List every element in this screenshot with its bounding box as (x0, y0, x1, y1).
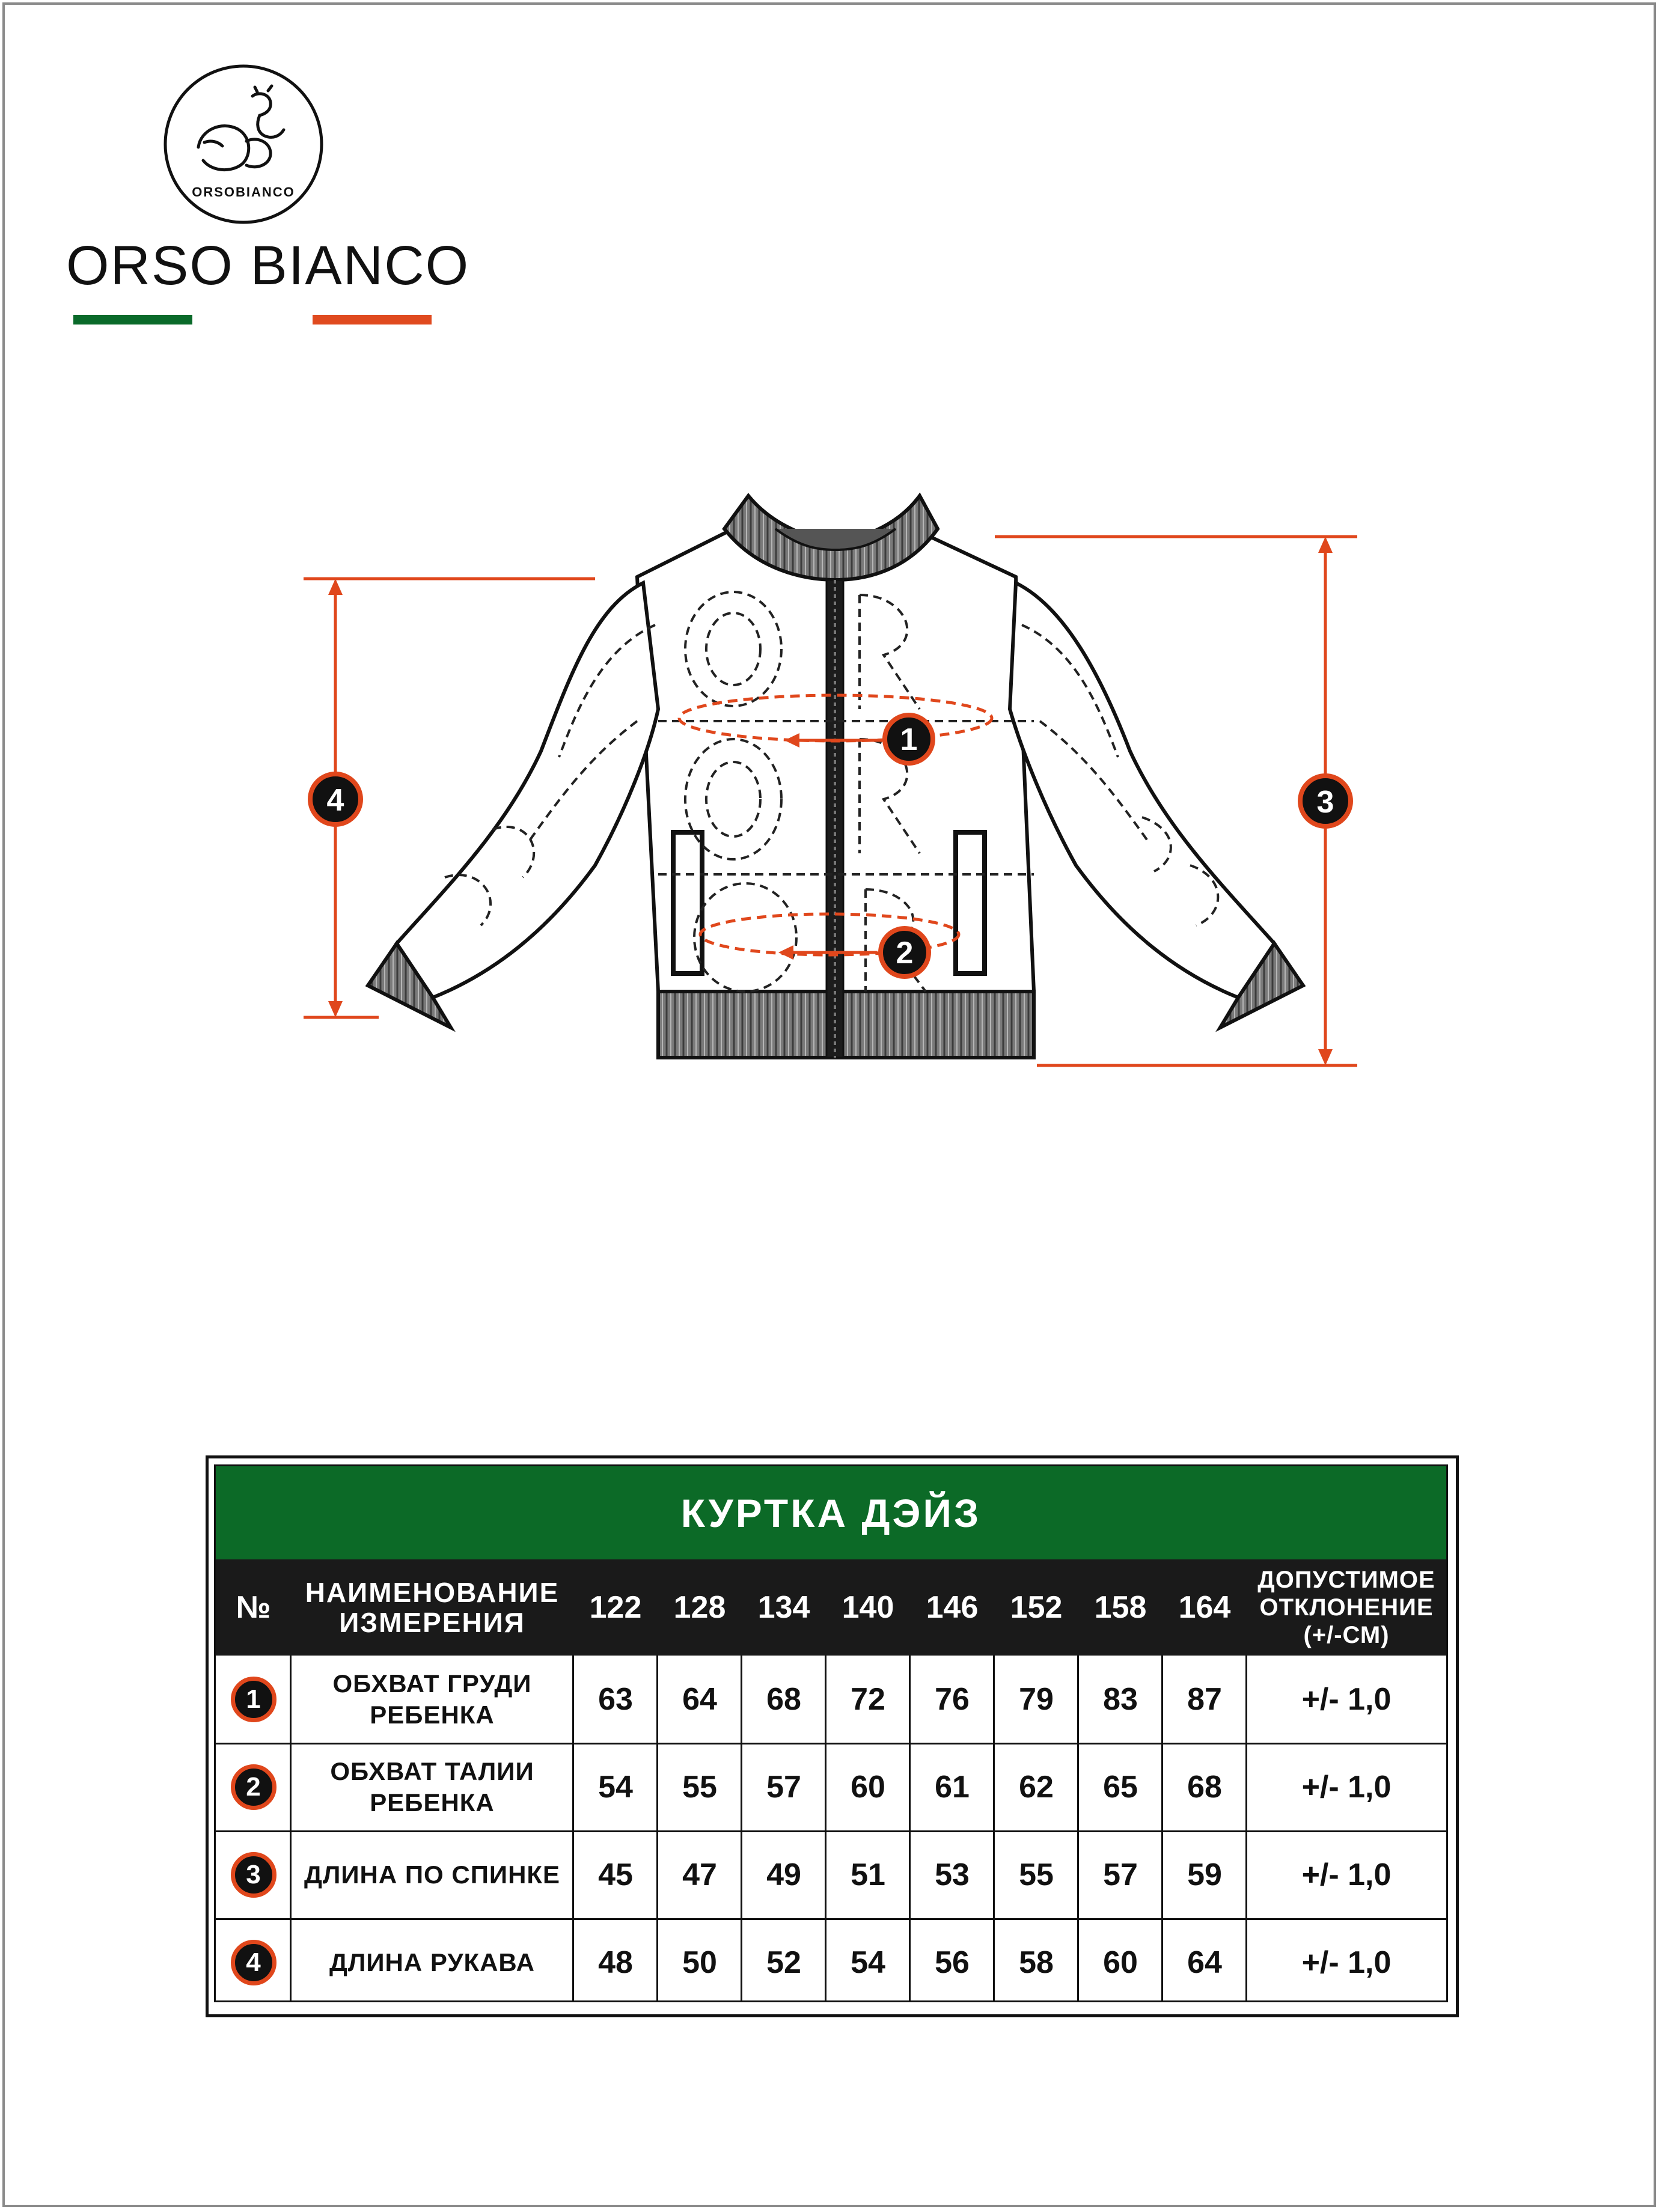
size-value: 56 (935, 1945, 970, 1980)
brand-name: ORSO BIANCO (66, 235, 470, 296)
size-value: 49 (766, 1857, 801, 1892)
size-value: 54 (851, 1945, 885, 1980)
size-value: 48 (598, 1945, 633, 1980)
measurement-name-line1: ДЛИНА ПО СПИНКЕ (304, 1860, 561, 1889)
marker-1 (885, 715, 933, 763)
brand-seal-logo (162, 63, 325, 225)
header-deviation-line3: (+/-СМ) (1303, 1622, 1390, 1648)
deviation-value: +/- 1,0 (1301, 1945, 1392, 1980)
row-number-badge: 4 (231, 1940, 276, 1985)
size-value: 57 (766, 1770, 801, 1805)
table-grid-line (216, 1918, 1446, 1920)
header-size: 164 (1178, 1590, 1231, 1625)
measurement-name-line1: ОБХВАТ ГРУДИ (332, 1669, 532, 1698)
deviation-value: +/- 1,0 (1301, 1682, 1392, 1717)
measurement-name (291, 1743, 573, 1831)
size-value: 47 (682, 1857, 717, 1892)
size-value: 53 (935, 1857, 970, 1892)
svg-text:4: 4 (326, 783, 344, 818)
size-value: 68 (1187, 1770, 1222, 1805)
measurement-name (291, 1656, 573, 1743)
size-value: 52 (766, 1945, 801, 1980)
header-size: 140 (842, 1590, 894, 1625)
size-value: 64 (1187, 1945, 1222, 1980)
table-grid-line (993, 1656, 995, 2002)
row-number-badge: 2 (231, 1764, 276, 1810)
size-value: 63 (598, 1682, 633, 1717)
row-number-cell (216, 1831, 291, 1919)
table-grid-line (572, 1656, 574, 2002)
row-number-badge: 1 (231, 1677, 276, 1722)
size-value: 61 (935, 1770, 970, 1805)
svg-text:1: 1 (900, 722, 918, 757)
deviation-value: +/- 1,0 (1301, 1770, 1392, 1805)
table-grid-line (909, 1656, 911, 2002)
table-grid-line (1245, 1656, 1247, 2002)
header-name-line2: ИЗМЕРЕНИЯ (339, 1607, 525, 1638)
row-number-badge: 3 (231, 1852, 276, 1898)
row-number-cell (216, 1656, 291, 1743)
size-value: 55 (1019, 1857, 1054, 1892)
header-size: 152 (1010, 1590, 1063, 1625)
measurement-name-line2: РЕБЕНКА (370, 1701, 495, 1729)
table-grid-line (1161, 1656, 1163, 2002)
header-deviation-line2: ОТКЛОНЕНИЕ (1259, 1594, 1434, 1621)
size-value: 51 (851, 1857, 885, 1892)
size-value: 79 (1019, 1682, 1054, 1717)
table-grid-line (741, 1656, 742, 2002)
measurement-name-line1: ОБХВАТ ТАЛИИ (330, 1757, 534, 1785)
measurement-name (291, 1831, 573, 1919)
size-value: 60 (1103, 1945, 1138, 1980)
size-value: 64 (682, 1682, 717, 1717)
size-value: 60 (851, 1770, 885, 1805)
size-value: 57 (1103, 1857, 1138, 1892)
deviation-value: +/- 1,0 (1301, 1857, 1392, 1892)
measurement-name (291, 1919, 573, 2006)
size-value: 68 (766, 1682, 801, 1717)
table-grid-line (1077, 1656, 1079, 2002)
size-value: 45 (598, 1857, 633, 1892)
header-size: 158 (1094, 1590, 1147, 1625)
size-value: 55 (682, 1770, 717, 1805)
marker-2 (881, 928, 929, 977)
row-number-cell (216, 1919, 291, 2006)
size-value: 62 (1019, 1770, 1054, 1805)
size-value: 54 (598, 1770, 633, 1805)
header-size: 122 (589, 1590, 642, 1625)
table-grid-line (290, 1656, 292, 2002)
size-value: 83 (1103, 1682, 1138, 1717)
size-value: 76 (935, 1682, 970, 1717)
table-grid-line (825, 1656, 826, 2002)
size-value: 59 (1187, 1857, 1222, 1892)
table-row (216, 1743, 1446, 1831)
jacket-diagram (0, 469, 1662, 1094)
header-number: № (236, 1590, 271, 1625)
header-name-line1: НАИМЕНОВАНИЕ (305, 1577, 560, 1608)
header-size: 128 (673, 1590, 726, 1625)
header-size: 146 (926, 1590, 979, 1625)
svg-text:2: 2 (896, 936, 914, 970)
size-value: 50 (682, 1945, 717, 1980)
table-title: КУРТКА ДЭЙЗ (216, 1466, 1446, 1559)
table-row (216, 1656, 1446, 1743)
header-measurement-name (291, 1559, 573, 1656)
size-value: 72 (851, 1682, 885, 1717)
table-grid-line (216, 1743, 1446, 1744)
size-value: 87 (1187, 1682, 1222, 1717)
table-row (216, 1919, 1446, 2006)
svg-text:3: 3 (1316, 785, 1334, 820)
marker-3 (1300, 776, 1351, 826)
table-grid-line (656, 1656, 658, 2002)
measurement-name-line2: РЕБЕНКА (370, 1788, 495, 1817)
header-deviation-line1: ДОПУСТИМОЕ (1257, 1567, 1435, 1593)
header-deviation (1247, 1559, 1446, 1656)
size-value: 65 (1103, 1770, 1138, 1805)
header-size: 134 (757, 1590, 810, 1625)
size-value: 58 (1019, 1945, 1054, 1980)
brand-green-stripe (73, 315, 192, 324)
measurement-name-line1: ДЛИНА РУКАВА (329, 1948, 536, 1976)
row-number-cell (216, 1743, 291, 1831)
table-row (216, 1831, 1446, 1919)
table-grid-line (216, 1830, 1446, 1832)
brand-red-stripe (313, 315, 432, 324)
seal-text: ORSOBIANCO (192, 184, 295, 200)
marker-4 (310, 774, 361, 824)
